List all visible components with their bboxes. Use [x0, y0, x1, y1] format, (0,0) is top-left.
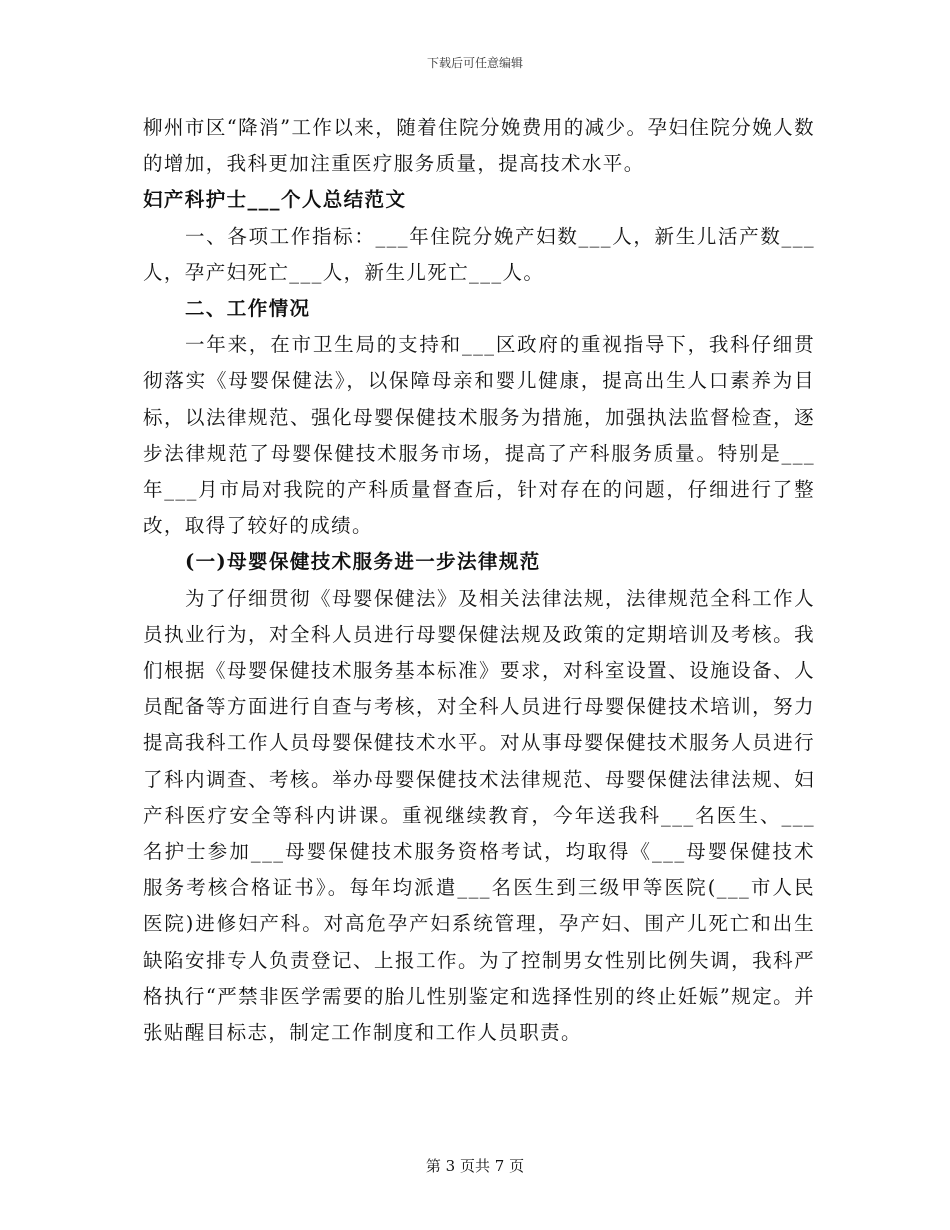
page-number: 第 3 页共 7 页: [425, 1157, 525, 1175]
paragraph-maternal-care: 为了仔细贯彻《母婴保健法》及相关法律法规，法律规范全科工作人员执业行为，对全科人员进行母婴保健法规及政策的定期培训及考核。我们根据《母婴保健技术服务基本标准》要求，对科室设置、设施设备、人员配备等方面进行自查与考核，对全科人员进行母婴保健技术培训，努力提高我科工作人员母婴保健技术水平。对从事母婴保健技术服务人员进行了科内调查、考核。举办母婴保健技术法律规范、母婴保健法律法规、妇产科医疗安全等科内讲课。重视继续教育，今年送我科___名医生、___名护士参加___母婴保健技术服务资格考试，均取得《___母婴保健技术服务考核合格证书》。每年均派遣___名医生到三级甲等医院(___市人民医院)进修妇产科。对高危孕产妇系统管理，孕产妇、围产儿死亡和出生缺陷安排专人负责登记、上报工作。为了控制男女性别比例失调，我科严格执行“严禁非医学需要的胎儿性别鉴定和选择性别的终止妊娠”规定。并张贴醒目标志，制定工作制度和工作人员职责。: [143, 586, 815, 1045]
document-body: [143, 110, 815, 1051]
section-heading-work-status: 二、工作情况: [185, 297, 311, 321]
paragraph-work-status: 一年来，在市卫生局的支持和___区政府的重视指导下，我科仔细贯彻落实《母婴保健法》，以保障母亲和婴儿健康，提高出生人口素养为目标，以法律规范、强化母婴保健技术服务为措施，加强执法监督检查，逐步法律规范了母婴保健技术服务市场，提高了产科服务质量。特别是___年___月市局对我院的产科质量督查后，针对存在的问题，仔细进行了整改，取得了较好的成绩。: [143, 333, 815, 538]
subsection-heading-maternal-care: (一)母婴保健技术服务进一步法律规范: [185, 550, 541, 574]
paragraph-intro: 柳州市区“降消”工作以来，随着住院分娩费用的减少。孕妇住院分娩人数的增加，我科更加注重医疗服务质量，提高技术水平。: [143, 116, 815, 176]
document-title: 妇产科护士___个人总结范文: [143, 188, 407, 212]
paragraph-work-indicators: 一、各项工作指标：___年住院分娩产妇数___人，新生儿活产数___人，孕产妇死亡___人，新生儿死亡___人。: [143, 224, 815, 284]
download-note: 下载后可任意编辑: [426, 56, 523, 70]
